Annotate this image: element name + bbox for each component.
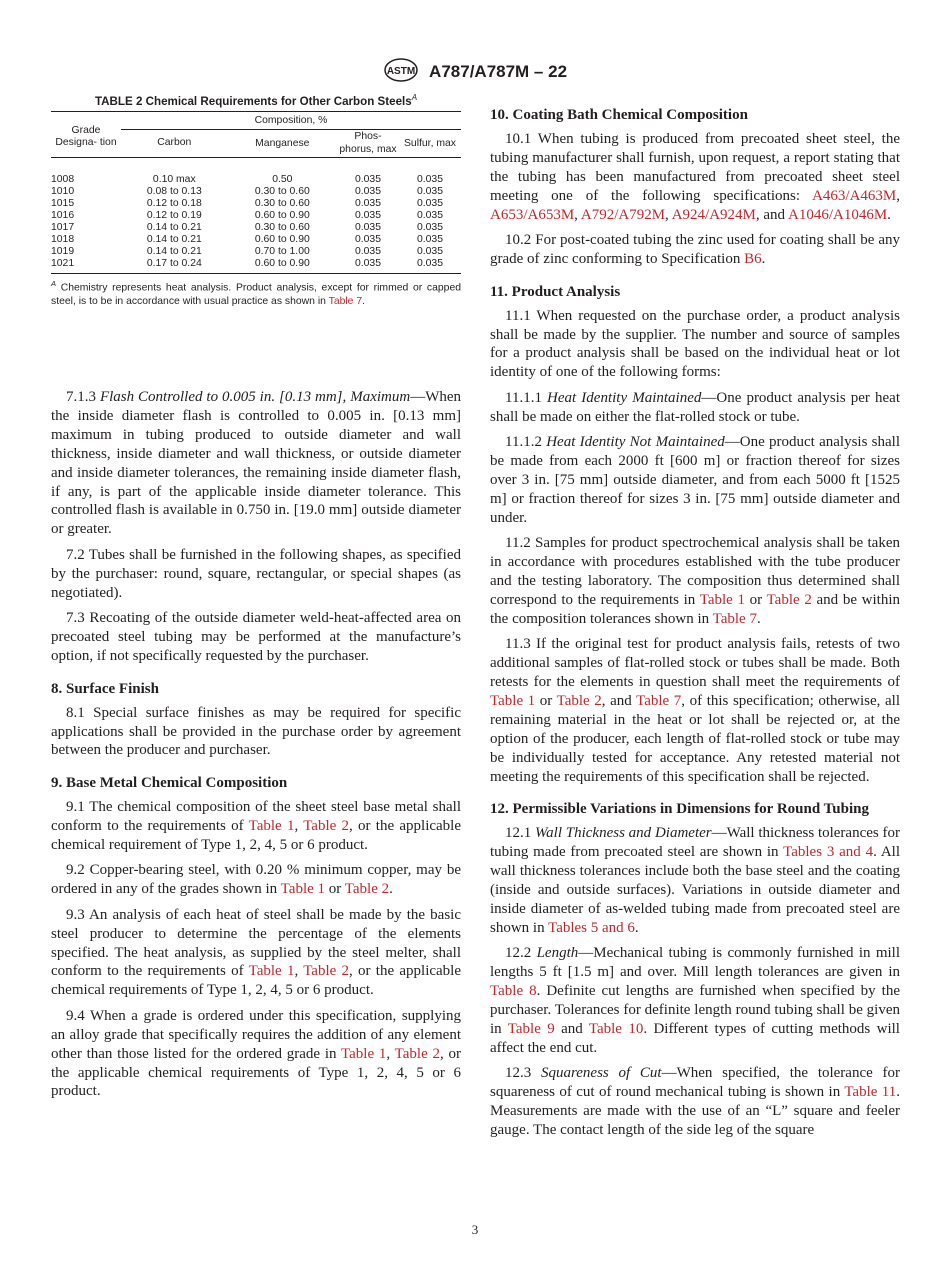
caption-text: TABLE 2 Chemical Requirements for Other Carbon Steels [94,94,412,108]
cross-reference-link[interactable]: Table 2 [556,692,602,709]
table-cell: 1021 [51,257,75,269]
cross-reference-link[interactable]: Table 1 [699,591,745,608]
astm-logo-icon [383,57,419,88]
text-run: 12. Permissible Variations in Dimensions for Round Tubing [490,801,869,818]
text-run: 9. Base Metal Chemical Composition [51,775,288,792]
table-cell: 0.035 [354,174,381,186]
table-cell: 0.035 [416,186,443,198]
table-row [51,234,461,246]
table-cell: 0.60 to 0.90 [254,257,310,269]
text-run: or [535,692,557,709]
text-run: 10.2 For post-coated tubing the zinc used for coating shall be any grade of zinc conforming to Specification [490,231,900,267]
italic-run-in-title: Heat Identity Not Maintained [546,434,725,451]
paragraph [490,307,900,383]
text-run: , and [755,206,788,223]
section-heading [490,106,900,125]
text-run: , or the applicable chemical requirement of Type 1, 2, 4, 5 or 6 product. [51,818,461,854]
section-heading [490,283,900,302]
table-cell: 1017 [51,221,75,233]
section-heading [51,774,461,793]
table-caption [51,93,461,108]
table-cell: 0.12 to 0.19 [146,210,202,222]
paragraph [51,388,461,539]
text-run: 9.4 When a grade is ordered under this specification, supplying an alloy grade that specifically requires the addition of any element other than those listed for the ordered grade in [51,1007,461,1062]
table-cell: 0.035 [354,233,381,245]
text-run: —When specified, the tolerance for squareness of cut of round mechanical tubing is shown in [490,1065,900,1101]
text-run: —One product analysis shall be made from each 2000 ft [600 m] or fraction thereof for sizes over 3 in. [75 mm] outside diameter, and from each 5000 ft [1525 m] or fraction thereof for sizes 3 in. [75 mm] outside diameter and under. [490,434,900,526]
text-run: 11.1.1 [505,389,548,406]
text-run: —Wall thickness tolerances for tubing made from precoated steel are shown in [490,825,901,861]
text-run: . [756,610,761,627]
text-run: . All wall thickness tolerances include both the base steel and the coating (inside and outside surfaces). Variations in outside diameter and inside diameter of as-welded tubing made from precoated steel are shown in [490,844,901,936]
table-row [51,258,461,273]
text-run: , [294,963,304,980]
table-footnote [51,277,461,309]
table-row [51,158,461,186]
cross-reference-link[interactable]: Tables 5 and 6 [548,919,635,936]
paragraph [51,1007,461,1102]
text-run: 12.3 [505,1065,541,1082]
table-cell: 0.035 [354,198,381,210]
text-run: 12.2 [505,945,537,962]
cross-reference-link[interactable]: Table 1 [248,818,295,835]
table-cell: 1015 [51,198,75,210]
text-run: 11. Product Analysis [490,283,621,300]
paragraph [51,704,461,761]
footnote-text: Chemistry represents heat analysis. Product analysis, except for rimmed or capped steel, is to be in accordance with usual practice as shown in [51,282,461,308]
table-cell: 1016 [51,210,75,222]
table-cell: 0.035 [416,245,443,257]
text-run: —Mechanical tubing is commonly furnished in mill lengths 5 ft [1.5 m] and over. Mill length tolerances are given in [490,945,901,981]
cross-reference-link[interactable]: A463/A463M [812,187,897,204]
text-run: , [386,1045,395,1062]
italic-run-in-title: Squareness of Cut [540,1065,662,1082]
text-run: . [389,881,393,898]
table-cell: 0.035 [416,221,443,233]
cross-reference-link[interactable]: A653/A653M [490,206,575,223]
cross-reference-link[interactable]: A792/A792M [580,206,666,223]
table-cell: 0.14 to 0.21 [146,245,202,257]
text-run: or [744,591,767,608]
table-row [51,186,461,198]
text-run: or [325,881,345,898]
svg-text:ASTM: ASTM [386,66,416,77]
text-run: 7.1.3 [66,389,100,405]
cross-reference-link[interactable]: Table 2 [766,591,812,608]
text-run: . Different types of cutting methods will affect the end cut. [490,1020,900,1056]
table-cell: 0.035 [416,233,443,245]
text-run: , of this specification; otherwise, all remaining material in the heat or lot shall be rejected or, at the option of the producer, each length of flat-rolled stock or tube may be individually tested for acceptance. Any retested material not meeting the requirements of this specification shall be rejected. [490,692,900,785]
table-cell: 1010 [51,186,75,198]
table-row [51,222,461,234]
text-run: —When the inside diameter flash is controlled to 0.005 in. [0.13 mm] maximum in tubing produced to outside diameter and wall thickness, inside diameter and wall thickness, or outside diameter and inside diameter tolerances, the remaining inside diameter flash, if any, is part of the applicable inside diameter tolerance. This controlled flash is available in 0.750 in. [19.0 mm] outside diameter or greater. [51,389,462,538]
text-run: 8.1 Special surface finishes as may be required for specific applications shall be provided in the purchase order by agreement between the producer and purchaser. [51,704,461,759]
text-run: 9.1 The chemical composition of the sheet steel base metal shall conform to the requirements of [51,799,461,835]
text-run: , [896,187,900,204]
paragraph [490,635,900,786]
cross-reference-link[interactable]: B6 [744,250,762,267]
col-header-phosphorus: Phos- phorus, max [339,131,397,155]
paragraph [490,433,900,528]
cross-reference-link[interactable]: Table 7 [712,610,757,627]
cross-reference-link[interactable]: Tables 3 and 4 [783,844,874,861]
table-row [51,198,461,210]
right-column [490,92,900,1146]
table-cell: 0.14 to 0.21 [146,221,202,233]
italic-run-in-title: Wall Thickness and Diameter [535,825,712,842]
page-header [0,57,950,88]
cross-reference-link[interactable]: Table 2 [303,963,350,980]
text-run: 9.3 An analysis of each heat of steel shall be made by the basic steel producer to determine the percentage of the elements specified. The heat analysis, as supplied by the steel melter, shall conform to the requirements of [51,906,461,980]
col-header-carbon: Carbon [157,136,192,148]
table-cell: 0.70 to 1.00 [254,245,310,257]
text-run: . [634,919,639,936]
text-run: 8. Surface Finish [51,680,159,697]
table-cell: 0.035 [416,257,443,269]
text-run: 11.1 When requested on the purchase order, a product analysis shall be made by the supplier. The number and source of samples for a product analysis shall be based on the individual heat or lot identity of one of the following forms: [490,307,900,381]
table-cell: 0.30 to 0.60 [254,198,310,210]
table-cell: 0.035 [416,174,443,186]
table-cell: 0.035 [354,245,381,257]
paragraph [51,798,461,855]
document-designation: A787/A787M – 22 [429,61,568,81]
col-header-sulfur: Sulfur, max [404,137,456,149]
page-number: 3 [471,1222,479,1237]
paragraph [490,534,900,629]
italic-run-in-title: Flash Controlled to 0.005 in. [0.13 mm], Maximum [99,389,411,405]
table-cell: 1008 [51,174,75,186]
col-header-grade: Grade Designa- tion [55,124,117,149]
cross-reference-link[interactable]: Table 1 [280,881,326,898]
table-cell: 0.035 [416,210,443,222]
table-cell: 0.50 [272,174,293,186]
paragraph [51,546,461,603]
text-run: , [574,206,581,223]
text-run: , or the applicable chemical requirements of Type 1, 2, 4, 5 or 6 product. [51,963,461,999]
text-run: . Measurements are made with the use of an “L” square and feeler gauge. The contact length of the side leg of the square [490,1084,900,1138]
table-row [51,246,461,258]
cross-reference-link[interactable]: Table 2 [303,818,350,835]
left-column [51,388,461,1108]
paragraph [490,389,900,427]
table-cell: 0.60 to 0.90 [254,210,310,222]
text-run: 12.1 [505,825,536,842]
cross-reference-link[interactable]: Table 7 [636,692,682,709]
text-run: . Definite cut lengths are furnished when specified by the purchaser. Tolerances for definite length round tubing shall be given in [490,983,900,1037]
footnote-mark: A [411,93,418,102]
table-2 [51,93,461,309]
table-cell: 0.12 to 0.18 [146,198,202,210]
table-cell: 0.035 [354,257,381,269]
text-run: and [554,1020,589,1037]
cross-reference-link[interactable]: A1046/A1046M [787,206,888,223]
col-header-manganese: Manganese [255,137,310,149]
table-cell: 0.60 to 0.90 [254,233,310,245]
text-run: 11.3 If the original test for product analysis fails, retests of two additional samples of flat-rolled stock or tubes shall be made. Both retests for the elements in question shall meet the requirements of [490,636,900,690]
text-run: and be within the composition tolerances shown in [490,591,901,627]
link-table-7[interactable]: Table 7 [328,296,363,308]
text-run: , and [601,692,637,709]
table-cell: 0.17 to 0.24 [146,257,202,269]
paragraph [51,861,461,899]
text-run: . [887,206,891,223]
cross-reference-link[interactable]: Table 11 [844,1084,897,1101]
cross-reference-link[interactable]: Table 1 [341,1045,387,1062]
text-run: . [761,250,766,267]
table-cell: 0.14 to 0.21 [146,233,202,245]
table-cell: 0.035 [354,210,381,222]
cross-reference-link[interactable]: Table 2 [344,881,390,898]
cross-reference-link[interactable]: Table 1 [490,692,536,709]
table-cell: 0.30 to 0.60 [254,221,310,233]
paragraph [490,231,900,269]
text-run: 9.2 Copper-bearing steel, with 0.20 % minimum copper, may be ordered in any of the grades shown in [51,862,461,898]
footnote-mark: A [51,278,57,288]
text-run: —One product analysis per heat shall be made on either the flat-rolled stock or tube. [490,389,900,425]
text-run: 10. Coating Bath Chemical Composition [490,107,748,123]
text-run: , or the applicable chemical requirements of Type 1, 2, 4, 5 or 6 product. [51,1045,462,1100]
cross-reference-link[interactable]: Table 1 [248,963,295,980]
cross-reference-link[interactable]: Table 10 [588,1020,644,1037]
paragraph [490,130,900,225]
cross-reference-link[interactable]: A924/A924M [671,206,756,223]
table-cell: 0.08 to 0.13 [146,186,202,198]
cross-reference-link[interactable]: Table 2 [394,1045,440,1062]
paragraph [490,1064,900,1140]
table-cell: 0.035 [354,221,381,233]
section-heading [490,800,900,819]
table-row [51,210,461,222]
paragraph [51,609,461,666]
paragraph [490,944,900,1057]
table-cell: 1019 [51,245,75,257]
text-run: 11.2 Samples for product spectrochemical analysis shall be taken in accordance with procedures established with the tube producer and the testing laboratory. The composition thus determined shall correspond to the requirements in [490,535,900,608]
text-run: 7.3 Recoating of the outside diameter weld-heat-affected area on precoated steel tubing may be performed at the manufacture’s option, if not specifically requested by the purchaser. [51,609,461,664]
table-cell: 0.30 to 0.60 [254,186,310,198]
text-run: , [665,206,672,223]
paragraph [490,824,900,937]
text-run: 10.1 When tubing is produced from precoated sheet steel, the tubing manufacturer shall furnish, upon request, a report stating that the tubing has been manufactured from precoated sheet steel meeting one of the following specifications: [490,130,900,204]
italic-run-in-title: Length [536,945,579,962]
section-heading [51,680,461,699]
text-run: 11.1.2 [505,434,547,451]
text-run: 7.2 Tubes shall be furnished in the following shapes, as specified by the purchaser: round, square, rectangular, or special shapes (as negotiated). [51,546,461,601]
col-group-composition: Composition, % [121,111,461,130]
text-run: , [294,818,304,835]
table-cell: 0.035 [416,198,443,210]
italic-run-in-title: Heat Identity Maintained [547,389,702,406]
footnote-end: . [362,296,366,308]
table-cell: 0.035 [354,186,381,198]
table-cell: 1018 [51,233,75,245]
cross-reference-link[interactable]: Table 8 [490,983,537,1000]
cross-reference-link[interactable]: Table 9 [507,1020,555,1037]
table-cell: 0.10 max [152,174,196,186]
paragraph [51,906,461,1001]
